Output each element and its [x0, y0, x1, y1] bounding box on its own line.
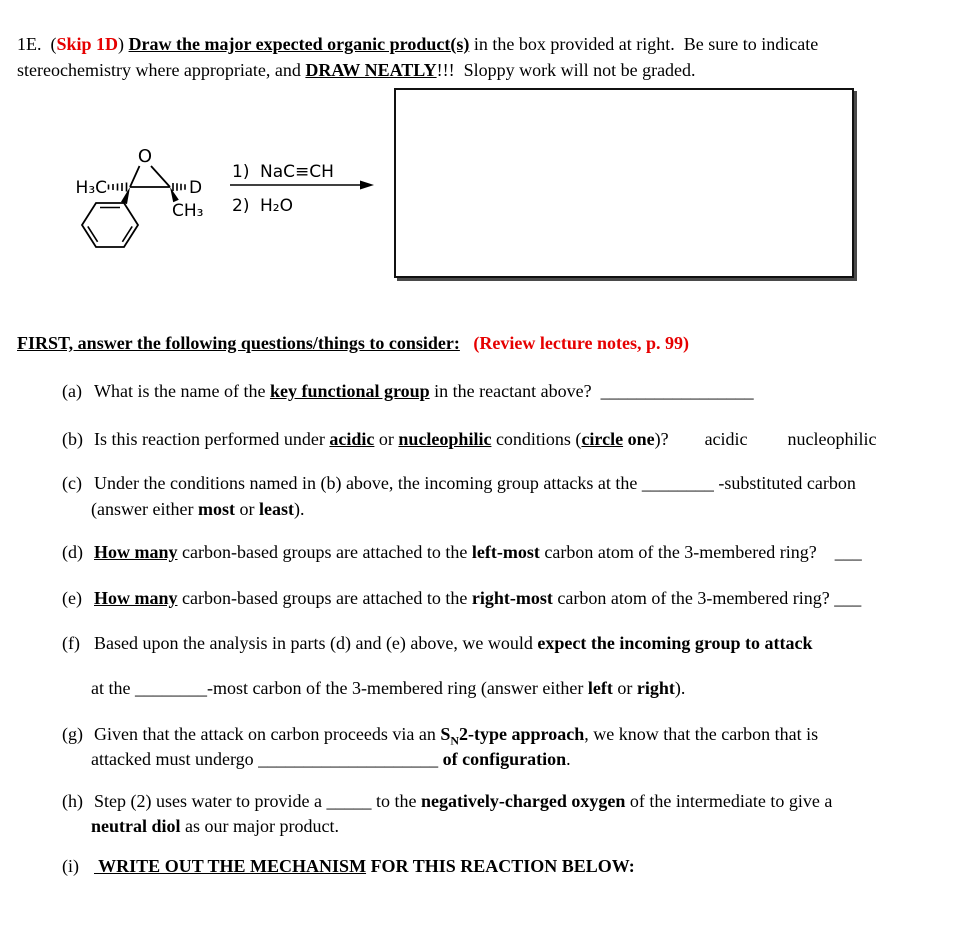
option-acidic: acidic	[704, 429, 748, 449]
question-e-label: (e)	[62, 588, 82, 608]
text-segment: or	[234, 499, 259, 519]
key-term: left-most	[471, 542, 540, 562]
text-segment	[460, 333, 474, 353]
text-segment: Based upon the analysis in parts (d) and (e) above, we would	[94, 633, 538, 653]
text-segment: in the reactant above?	[429, 381, 601, 401]
question-d-label: (d)	[62, 542, 83, 562]
question-a-label: (a)	[62, 381, 82, 401]
option-nucleophilic: nucleophilic	[787, 429, 877, 449]
text-segment: )?	[654, 429, 669, 449]
key-term: one	[623, 429, 655, 449]
key-term: right	[636, 678, 675, 698]
key-term: most	[197, 499, 235, 519]
review-note: (Review lecture notes, p. 99)	[473, 333, 690, 353]
key-term: How many	[94, 542, 178, 562]
key-term: How many	[94, 588, 178, 608]
mechanism-instruction: WRITE OUT THE MECHANISM	[94, 856, 367, 876]
text-segment: in the box provided at right. Be sure to indicate	[469, 34, 819, 54]
answer-blank: ____________________	[258, 749, 439, 769]
question-a	[53, 352, 754, 404]
deuterium-label: D	[189, 178, 203, 198]
text-segment: )	[118, 34, 129, 54]
question-h-label: (h)	[62, 791, 83, 811]
step1-number: 1)	[232, 162, 250, 182]
question-b-label: (b)	[62, 429, 83, 449]
key-term: least	[258, 499, 294, 519]
question-i	[53, 827, 635, 879]
phenyl-double-bond-left	[88, 226, 98, 241]
step2-reagent: H₂O	[260, 196, 293, 216]
hash-wedge-right	[173, 183, 185, 191]
text-segment: ).	[293, 499, 305, 519]
text-segment: of the intermediate to give a	[625, 791, 833, 811]
text-segment: , we know that the carbon that is	[584, 724, 819, 744]
epoxide-co-bond-left	[130, 166, 140, 187]
key-term: neutral diol	[91, 816, 181, 836]
text-segment: Step (2) uses water to provide a	[94, 791, 327, 811]
methyl-left-label: H₃C	[75, 178, 107, 198]
skip-note: Skip 1D	[56, 34, 119, 54]
key-term: expect the incoming group to attack	[537, 633, 813, 653]
product-answer-box	[394, 88, 854, 278]
answer-blank: ___	[834, 542, 862, 562]
sn2-subscript: N	[450, 733, 460, 748]
text-segment: carbon atom of the 3-membered ring?	[539, 542, 835, 562]
section-heading	[8, 304, 689, 356]
text-segment: attacked must undergo	[91, 749, 259, 769]
text-segment: to the	[371, 791, 421, 811]
text-segment: stereochemistry where appropriate, and	[17, 60, 306, 80]
phenyl-ring	[82, 203, 138, 247]
epoxide-co-bond-right	[151, 166, 170, 187]
question-g-label: (g)	[62, 724, 83, 744]
phenyl-double-bond-right	[122, 226, 132, 241]
text-segment: -substituted carbon	[713, 473, 856, 493]
text-segment: Given that the attack on carbon proceeds via an	[94, 724, 441, 744]
draw-neatly-emphasis: DRAW NEATLY	[305, 60, 437, 80]
text-segment: carbon atom of the 3-membered ring?	[552, 588, 835, 608]
answer-blank: ________	[134, 678, 207, 698]
text-segment: ).	[674, 678, 686, 698]
arrow-head	[360, 181, 374, 190]
hash-wedge-left	[109, 183, 127, 192]
key-term: right-most	[471, 588, 553, 608]
reaction-scheme	[60, 130, 390, 270]
epoxide-ring	[130, 146, 170, 187]
text-segment: or	[374, 429, 399, 449]
text-segment: Under the conditions named in (b) above, the incoming group attacks at the	[94, 473, 642, 493]
key-term: left	[587, 678, 613, 698]
answer-blank: ___	[834, 588, 862, 608]
text-segment: Is this reaction performed under	[94, 429, 330, 449]
question-c-label: (c)	[62, 473, 82, 493]
text-segment: (answer either	[91, 499, 198, 519]
text-segment: at the	[91, 678, 135, 698]
header-line-2	[8, 31, 696, 83]
answer-blank: _________________	[600, 381, 754, 401]
step1-reagent: NaC≡CH	[260, 162, 334, 182]
question-f-line-2	[82, 649, 685, 701]
methyl-right-label: CH₃	[172, 201, 204, 221]
question-i-label: (i)	[62, 856, 79, 876]
text-segment: as our major product.	[180, 816, 339, 836]
text-segment: carbon-based groups are attached to the	[177, 542, 472, 562]
key-term: of configuration	[442, 749, 567, 769]
text-segment: conditions (	[491, 429, 582, 449]
question-f-label: (f)	[62, 633, 80, 653]
key-term: S	[440, 724, 451, 744]
step2-number: 2)	[232, 196, 250, 216]
answer-blank: _____	[326, 791, 372, 811]
key-term: 2-type approach	[459, 724, 585, 744]
key-term: FOR THIS REACTION BELOW:	[366, 856, 635, 876]
oxygen-label: O	[137, 146, 153, 167]
section-heading-text: FIRST, answer the following questions/things to consider:	[17, 333, 460, 353]
problem-number: 1E. (	[17, 34, 57, 54]
key-term: negatively-charged oxygen	[420, 791, 626, 811]
text-segment: carbon-based groups are attached to the	[177, 588, 472, 608]
text-segment: -most carbon of the 3-membered ring (answer either	[206, 678, 588, 698]
question-d	[53, 513, 862, 565]
key-term: circle	[581, 429, 624, 449]
answer-blank: ________	[641, 473, 714, 493]
text-segment: !!! Sloppy work will not be graded.	[436, 60, 696, 80]
key-term: nucleophilic	[398, 429, 492, 449]
text-segment: .	[566, 749, 571, 769]
key-term: key functional group	[269, 381, 430, 401]
text-segment: or	[612, 678, 637, 698]
phenyl-hexagon	[82, 203, 138, 247]
key-term: acidic	[329, 429, 375, 449]
instruction-emphasis: Draw the major expected organic product(s)	[128, 34, 470, 54]
text-segment: What is the name of the	[94, 381, 270, 401]
